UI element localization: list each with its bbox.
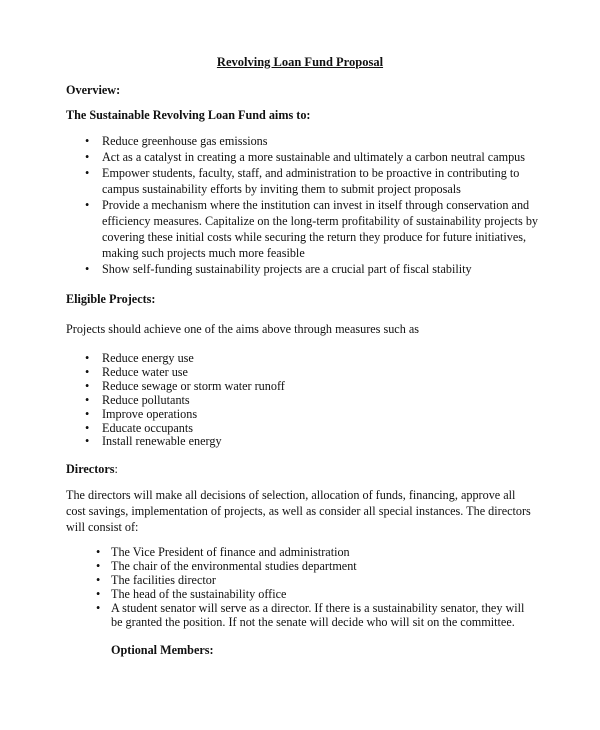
directors-heading: Directors: — [66, 462, 118, 476]
list-item: • The Vice President of finance and administration — [96, 545, 350, 559]
bullet-icon: • — [85, 351, 90, 365]
bullet-icon: • — [96, 558, 101, 573]
bullet-icon: • — [85, 166, 90, 180]
aims-list — [66, 133, 550, 277]
optional-members-heading: Optional Members: — [111, 643, 214, 657]
bullet-icon: • — [85, 134, 90, 148]
bullet-icon: • — [85, 198, 90, 212]
bullet-icon: • — [96, 586, 101, 601]
bullet-icon: • — [96, 572, 101, 587]
bullet-icon: • — [85, 150, 90, 164]
bullet-icon: • — [85, 392, 90, 407]
bullet-icon: • — [85, 406, 90, 421]
list-item: • A student senator will serve as a director. If there is a sustainability senator, they will be granted the position. If not the senate will decide who will sit on the committee. — [96, 600, 525, 629]
list-item: • Show self-funding sustainability projects are a crucial part of fiscal stability — [85, 262, 472, 276]
measures-list — [66, 352, 466, 449]
bullet-icon: • — [85, 434, 90, 449]
list-item: • The head of the sustainability office — [96, 586, 287, 601]
bullet-icon: • — [96, 600, 101, 615]
list-item: • Educate occupants — [85, 420, 194, 435]
list-item: • Improve operations — [85, 406, 198, 421]
list-item: • Reduce pollutants — [85, 392, 190, 407]
list-item: • Empower students, faculty, staff, and administration to be proactive in contributing to campus sustainability efforts by inviting them to submit project proposals — [85, 166, 520, 196]
list-item: • Act as a catalyst in creating a more sustainable and ultimately a carbon neutral campus — [85, 150, 526, 164]
bullet-icon: • — [96, 545, 101, 559]
overview-heading: Overview: — [66, 83, 121, 97]
list-item: • Reduce energy use — [85, 351, 194, 365]
list-item: • Reduce sewage or storm water runoff — [85, 378, 285, 393]
eligible-intro: Projects should achieve one of the aims above through measures such as — [66, 322, 420, 336]
bullet-icon: • — [85, 364, 90, 379]
eligible-heading: Eligible Projects: — [66, 292, 156, 306]
document-title: Revolving Loan Fund Proposal — [216, 55, 384, 69]
list-item: • The facilities director — [96, 572, 216, 587]
bullet-icon: • — [85, 262, 90, 276]
list-item: • Install renewable energy — [85, 434, 222, 449]
list-item: • Reduce water use — [85, 364, 188, 379]
bullet-icon: • — [85, 420, 90, 435]
list-item: • The chair of the environmental studies department — [96, 558, 357, 573]
bullet-icon: • — [85, 378, 90, 393]
list-item: • Provide a mechanism where the institution can invest in itself through conservation and efficiency measures. Capitalize on the long-term profitability of sustainability projects by covering these initial costs while securing the return they produce for future initiatives, making such projects much more feasible — [85, 198, 539, 260]
directors-list — [66, 546, 536, 629]
overview-intro: The Sustainable Revolving Loan Fund aims to: — [66, 108, 311, 122]
directors-intro: The directors will make all decisions of selection, allocation of funds, financing, approve all cost savings, implementation of projects, as well as consider all special instances. The directors will consist of: — [66, 488, 531, 534]
list-item: • Reduce greenhouse gas emissions — [85, 134, 268, 148]
